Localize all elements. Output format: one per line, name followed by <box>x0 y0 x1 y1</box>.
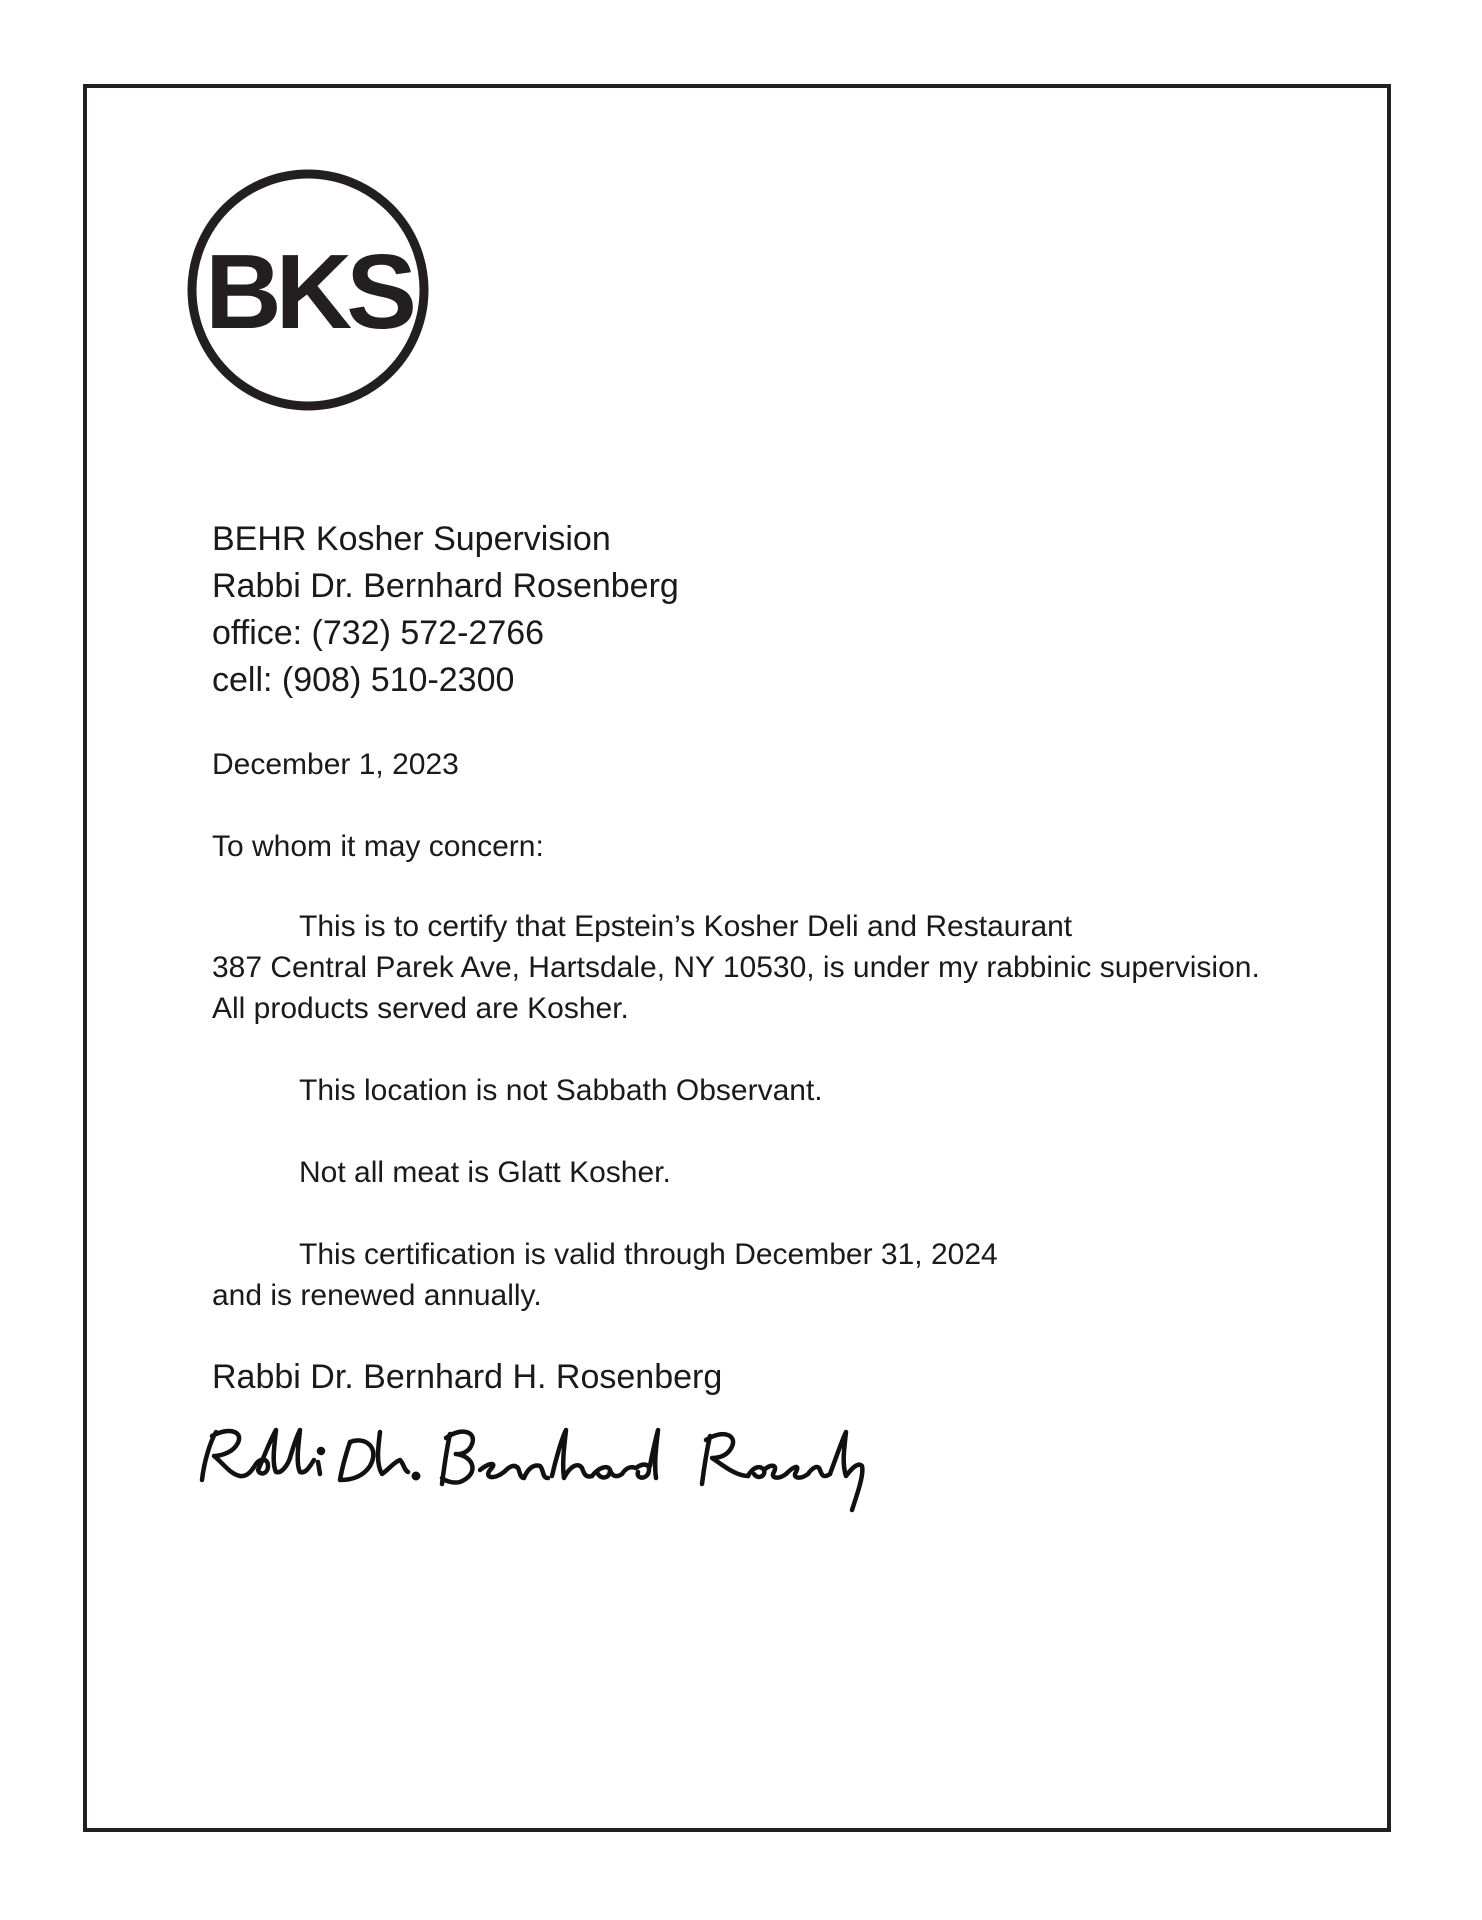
signer-name: Rabbi Dr. Bernhard H. Rosenberg <box>212 1358 723 1396</box>
letterhead <box>212 516 679 704</box>
certification-paragraph <box>212 906 1260 1029</box>
paragraph-line: and is renewed annually. <box>212 1279 542 1312</box>
cell-phone: cell: (908) 510-2300 <box>212 661 515 699</box>
glatt-paragraph <box>212 1152 671 1193</box>
paragraph-line: This location is not Sabbath Observant. <box>299 1074 823 1107</box>
logo-text: BKS <box>205 233 411 351</box>
rabbi-name: Rabbi Dr. Bernhard Rosenberg <box>212 567 679 605</box>
office-phone: office: (732) 572-2766 <box>212 614 545 652</box>
organization-name: BEHR Kosher Supervision <box>212 520 611 558</box>
paragraph-line: All products served are Kosher. <box>212 992 629 1025</box>
paragraph-line: This certification is valid through December 31, 2024 <box>299 1238 998 1271</box>
handwritten-signature-icon <box>190 1418 890 1518</box>
sabbath-paragraph <box>212 1070 823 1111</box>
paragraph-line: 387 Central Parek Ave, Hartsdale, NY 10530, is under my rabbinic supervision. <box>212 951 1260 984</box>
letter-date: December 1, 2023 <box>212 748 459 781</box>
bks-logo-icon <box>186 168 430 412</box>
paragraph-line: This is to certify that Epstein’s Kosher Deli and Restaurant <box>299 910 1073 943</box>
validity-paragraph <box>212 1234 998 1316</box>
salutation: To whom it may concern: <box>212 830 544 863</box>
paragraph-line: Not all meat is Glatt Kosher. <box>299 1156 671 1189</box>
